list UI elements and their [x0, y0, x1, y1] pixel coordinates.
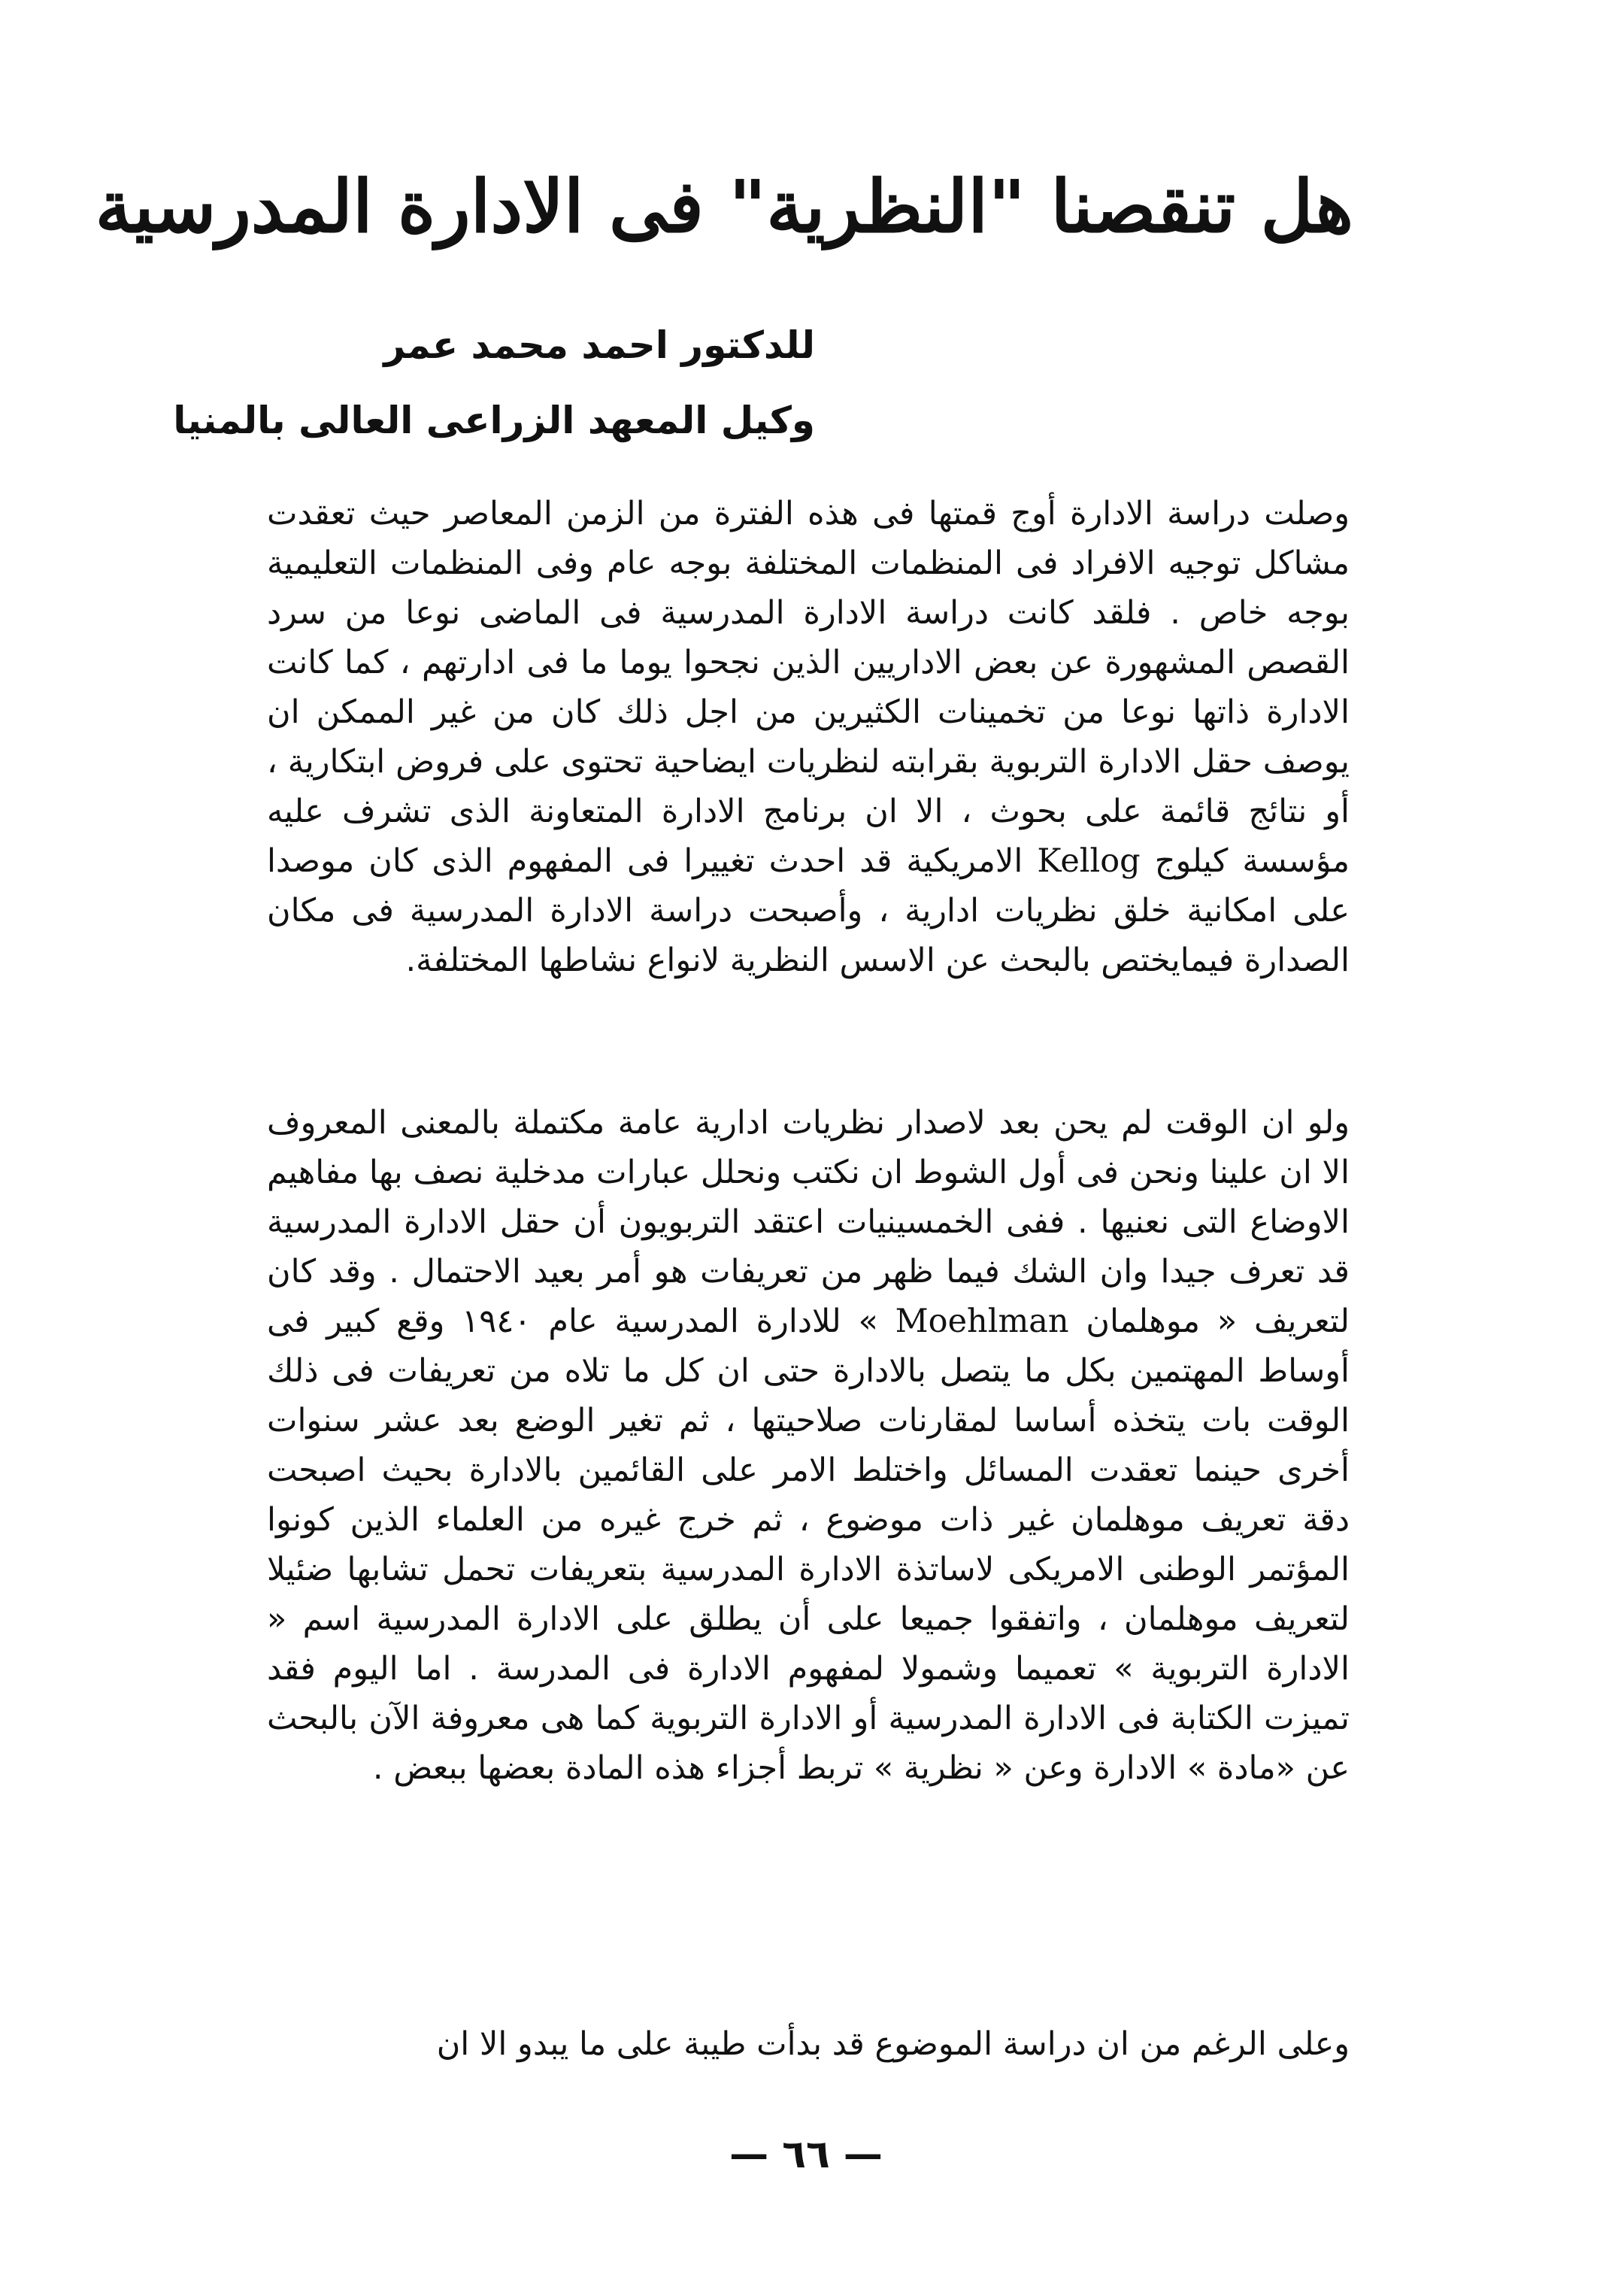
- article-title: هل تنقصنا "النظرية" فى الادارة المدرسية: [95, 164, 1353, 249]
- moehlman-term: Moehlman: [895, 1303, 1069, 1340]
- paragraph-1-text: وصلت دراسة الادارة أوج قمتها فى هذه الفترة من الزمن المعاصر حيث تعقدت مشاكل توجيه الافراد فى المنظمات المختلفة بوجه عام وفى المنظمات التعليمية بوجه خاص . فلقد كانت دراسة الادارة المدرسية فى الماضى نوعا من سرد القصص المشهورة عن بعض الاداريين الذين نجحوا يوما ما فى ادارتهم ، كما كانت الادارة ذاتها نوعا من تخمينات الكثيرين من اجل ذلك كان من غير الممكن ان يوصف حقل الادارة التربوية بقرابته لنظريات ايضاحية تحتوى على فروض ابتكارية ، أو نتائج قائمة على بحوث ، الا ان برنامج الادارة المتعاونة الذى تشرف عليه مؤسسة كيلوج: [267, 495, 1350, 880]
- paragraph-1-end: الامريكية قد احدث تغييرا فى المفهوم الذى كان موصدا على امكانية خلق نظريات ادارية ، وأصبحت دراسة الادارة المدرسية فى مكان الصدارة فيمايختص بالبحث عن الاسس النظرية لانواع نشاطها المختلفة.: [267, 842, 1350, 979]
- author-affiliation: وكيل المعهد الزراعى العالى بالمنيا: [173, 399, 815, 442]
- page-number: — ٦٦ —: [729, 2132, 883, 2177]
- kellog-term: Kellog: [1037, 842, 1141, 880]
- paragraph-3: وعلى الرغم من ان دراسة الموضوع قد بدأت طيبة على ما يبدو الا ان: [436, 2025, 1350, 2063]
- paragraph-2-end: » للادارة المدرسية عام ١٩٤٠ وقع كبير فى أوساط المهتمين بكل ما يتصل بالادارة حتى ان كل ما تلاه من تعريفات فى ذلك الوقت بات يتخذه أساسا لمقارنات صلاحيتها ، ثم تغير الوضع بعد عشر سنوات أخرى حينما تعقدت المسائل واختلط الامر على القائمين بالادارة بحيث اصبحت دقة تعريف موهلمان غير ذات موضوع ، ثم خرج غيره من العلماء الذين كونوا المؤتمر الوطنى الامريكى لاساتذة الادارة المدرسية بتعريفات تحمل تشابها ضئيلا لتعريف موهلمان ، واتفقوا جميعا على أن يطلق على الادارة المدرسية اسم « الادارة التربوية » تعميما وشمولا لمفهوم الادارة فى المدرسة . اما اليوم فقد تميزت الكتابة فى الادارة المدرسية أو الادارة التربوية كما هى معروفة الآن بالبحث عن «مادة » الادارة وعن « نظرية » تربط أجزاء هذه المادة بعضها ببعض .: [267, 1303, 1350, 1787]
- paragraph-2: [267, 1098, 1350, 1793]
- paragraph-1: [267, 489, 1350, 985]
- paragraph-2-start: ولو ان الوقت لم يحن بعد لاصدار نظريات ادارية عامة مكتملة بالمعنى المعروف الا ان علينا ونحن فى أول الشوط ان نكتب ونحلل عبارات مدخلية نصف بها مفاهيم الاوضاع التى نعنيها . ففى الخمسينيات اعتقد التربويون أن حقل الادارة المدرسية قد تعرف جيدا وان الشك فيما ظهر من تعريفات هو أمر بعيد الاحتمال . وقد كان لتعريف « موهلمان: [267, 1104, 1350, 1340]
- author-name: للدكتور احمد محمد عمر: [383, 323, 815, 367]
